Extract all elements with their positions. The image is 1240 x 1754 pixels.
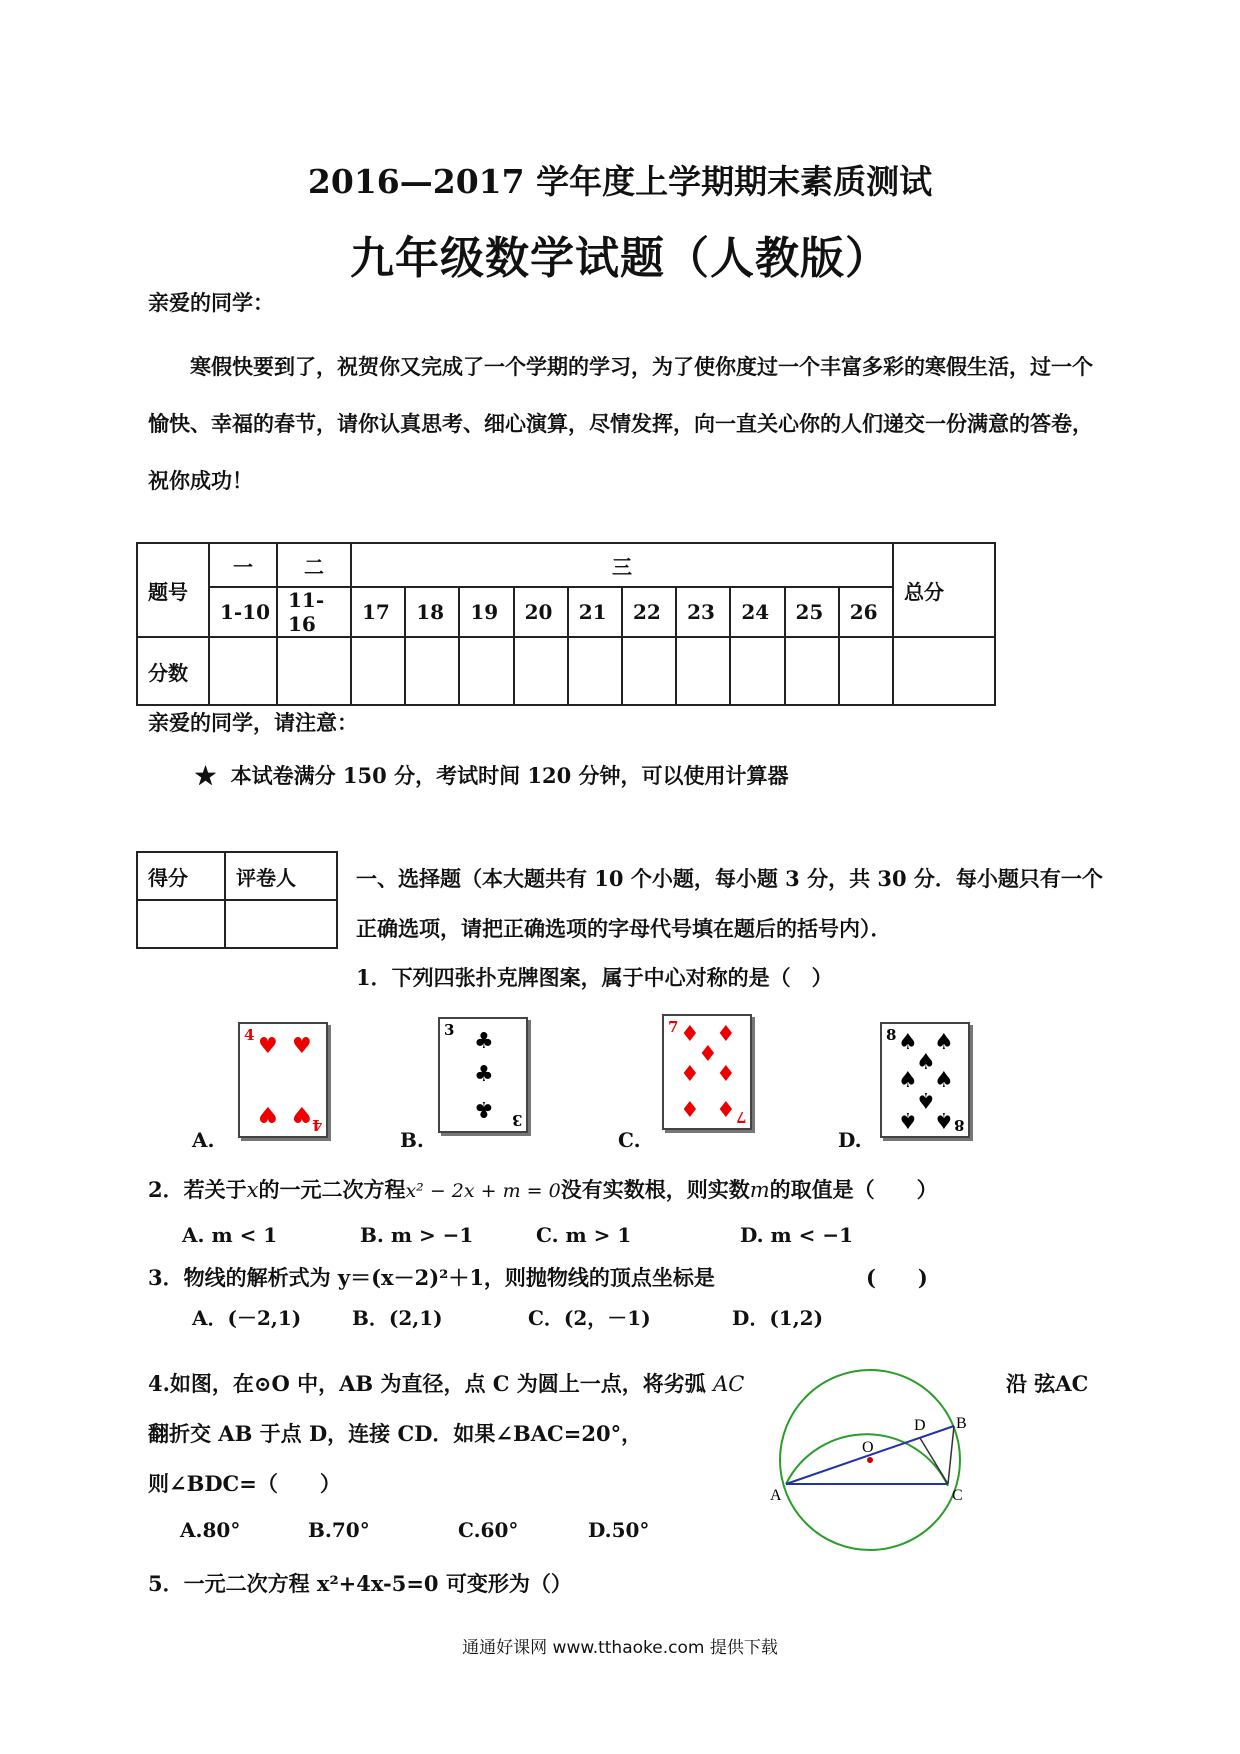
footer-credit: 通通好课网 www.tthaoke.com 提供下载 xyxy=(462,1638,778,1658)
question-23: 23 xyxy=(676,587,730,637)
playing-card-eight-spades xyxy=(880,1022,970,1138)
q4-line1-end: 沿 弦AC xyxy=(1006,1371,1089,1396)
question-21: 21 xyxy=(568,587,622,637)
notice-heading: 亲爱的同学，请注意： xyxy=(148,710,358,735)
heart-icon: ♥ xyxy=(292,1101,312,1126)
question-17: 17 xyxy=(351,587,405,637)
club-icon: ♣ xyxy=(474,1062,494,1087)
score-cell[interactable] xyxy=(785,637,839,705)
q2-option-b[interactable]: B. m > −1 xyxy=(360,1223,474,1247)
score-cell[interactable] xyxy=(209,637,277,705)
q2-option-d[interactable]: D. m < −1 xyxy=(740,1223,854,1247)
label-o: O xyxy=(862,1439,874,1456)
q1-option-a[interactable]: A. xyxy=(192,1128,215,1152)
q2-var-x: x xyxy=(246,1178,259,1202)
diamond-icon: ♦ xyxy=(716,1062,736,1087)
spade-icon: ♠ xyxy=(898,1030,918,1055)
question-24: 24 xyxy=(730,587,784,637)
grader-score-cell[interactable] xyxy=(137,900,225,948)
score-cell[interactable] xyxy=(568,637,622,705)
section1-heading-line1: 一、选择题（本大题共有 10 个小题，每小题 3 分，共 30 分．每小题只有一个 xyxy=(356,866,1103,891)
heart-icon: ♥ xyxy=(292,1034,312,1059)
segment-cd xyxy=(920,1438,948,1484)
club-icon: ♣ xyxy=(474,1029,494,1054)
card-rank: 8 xyxy=(886,1026,897,1044)
spade-icon: ♠ xyxy=(898,1068,918,1093)
score-cell[interactable] xyxy=(351,637,405,705)
q4-line1 xyxy=(148,1368,744,1398)
card-rank: 4 xyxy=(311,1116,322,1134)
score-cell[interactable] xyxy=(622,637,676,705)
question-20: 20 xyxy=(514,587,568,637)
spade-icon: ♠ xyxy=(916,1087,936,1112)
card-rank: 3 xyxy=(444,1021,455,1039)
q2-equation: x² − 2x + m = 0 xyxy=(405,1180,561,1202)
q4-option-b[interactable]: B.70° xyxy=(308,1518,370,1542)
section-three-header: 三 xyxy=(351,543,893,587)
playing-card-seven-diamonds xyxy=(662,1014,752,1130)
score-cell[interactable] xyxy=(839,637,893,705)
q4-line2: 翻折交 AB 于点 D，连接 CD．如果∠BAC=20°， xyxy=(148,1421,643,1446)
label-b: B xyxy=(956,1415,967,1432)
q2-stem xyxy=(148,1174,938,1204)
score-table xyxy=(136,542,996,706)
exam-subtitle: 2016—2017 学年度上学期期末素质测试 xyxy=(307,162,933,201)
spade-icon: ♠ xyxy=(934,1107,954,1132)
q2-stem-part: 2．若关于 xyxy=(148,1177,247,1202)
question-22: 22 xyxy=(622,587,676,637)
score-cell[interactable] xyxy=(514,637,568,705)
score-cell[interactable] xyxy=(730,637,784,705)
diamond-icon: ♦ xyxy=(716,1022,736,1047)
diamond-icon: ♦ xyxy=(680,1062,700,1087)
diamond-icon: ♦ xyxy=(680,1098,700,1123)
card-rank: 4 xyxy=(244,1026,255,1044)
q5-stem: 5．一元二次方程 x²+4x-5=0 可变形为（） xyxy=(148,1571,572,1596)
heart-icon: ♥ xyxy=(258,1034,278,1059)
q2-stem-part: 的一元二次方程 xyxy=(258,1177,406,1202)
card-rank: 3 xyxy=(511,1111,522,1129)
star-icon: ★ xyxy=(195,763,216,788)
spade-icon: ♠ xyxy=(934,1030,954,1055)
q4-option-c[interactable]: C.60° xyxy=(458,1518,519,1542)
segment-bc xyxy=(948,1426,954,1484)
q3-option-c[interactable]: C．(2，－1) xyxy=(528,1306,651,1330)
q4-line3: 则∠BDC=（ ） xyxy=(148,1471,341,1496)
q4-option-a[interactable]: A.80° xyxy=(180,1518,241,1542)
grader-label: 评卷人 xyxy=(225,852,337,900)
q2-option-a[interactable]: A. m < 1 xyxy=(182,1223,278,1247)
intro-paragraph: 寒假快要到了，祝贺你又完成了一个学期的学习，为了使你度过一个丰富多彩的寒假生活，过一个愉快、幸福的春节，请你认真思考、细心演算，尽情发挥，向一直关心你的人们递交一份满意的答卷，祝你成功！ xyxy=(148,354,1093,493)
question-18: 18 xyxy=(405,587,459,637)
playing-card-three-clubs xyxy=(438,1017,528,1133)
q2-stem-part: 没有实数根，则实数 xyxy=(560,1177,750,1202)
q1-option-c[interactable]: C. xyxy=(618,1128,641,1152)
row-label-number: 题号 xyxy=(137,543,209,637)
range-two: 11-16 xyxy=(277,587,351,637)
question-25: 25 xyxy=(785,587,839,637)
q3-paren: ( ) xyxy=(866,1265,928,1290)
q1-option-b[interactable]: B. xyxy=(400,1128,424,1152)
score-cell[interactable] xyxy=(459,637,513,705)
center-point xyxy=(867,1457,873,1463)
q2-stem-part: 的取值是（ ） xyxy=(769,1177,938,1202)
q4-line1-text: 4.如图，在⊙O 中，AB 为直径，点 C 为圆上一点，将劣弧 xyxy=(148,1371,706,1396)
q4-arc-label: AC xyxy=(713,1372,745,1396)
q2-var-m: m xyxy=(749,1178,770,1202)
card-rank: 7 xyxy=(735,1108,746,1126)
spade-icon: ♠ xyxy=(934,1068,954,1093)
spade-icon: ♠ xyxy=(916,1050,936,1075)
notice-item xyxy=(195,760,789,790)
q1-stem: 1．下列四张扑克牌图案，属于中心对称的是（ ） xyxy=(356,965,833,990)
q3-option-d[interactable]: D．(1,2) xyxy=(732,1306,824,1330)
total-header: 总分 xyxy=(893,543,995,637)
question-26: 26 xyxy=(839,587,893,637)
row-label-score: 分数 xyxy=(137,637,209,705)
q1-option-d[interactable]: D. xyxy=(838,1128,862,1152)
q2-option-c[interactable]: C. m > 1 xyxy=(536,1223,632,1247)
heart-icon: ♥ xyxy=(258,1101,278,1126)
card-rank: 7 xyxy=(668,1018,679,1036)
q4-circle-figure xyxy=(770,1360,970,1560)
range-one: 1-10 xyxy=(209,587,277,637)
total-score-cell[interactable] xyxy=(893,637,995,705)
q3-option-a[interactable]: A．(－2,1) xyxy=(192,1306,302,1330)
grader-table xyxy=(136,851,338,949)
q3-option-b[interactable]: B．(2,1) xyxy=(352,1306,443,1330)
score-cell[interactable] xyxy=(405,637,459,705)
club-icon: ♣ xyxy=(474,1096,494,1121)
score-cell[interactable] xyxy=(277,637,351,705)
diamond-icon: ♦ xyxy=(698,1042,718,1067)
section-two-header: 二 xyxy=(277,543,351,587)
q3-stem: 3．物线的解析式为 y＝(x－2)²＋1，则抛物线的顶点坐标是 xyxy=(148,1265,715,1290)
greeting: 亲爱的同学： xyxy=(148,290,274,315)
q4-option-d[interactable]: D.50° xyxy=(588,1518,650,1542)
question-19: 19 xyxy=(459,587,513,637)
exam-title: 九年级数学试题（人教版） xyxy=(350,233,890,284)
diamond-icon: ♦ xyxy=(680,1022,700,1047)
label-a: A xyxy=(770,1487,782,1504)
playing-card-four-hearts xyxy=(238,1022,328,1138)
diamond-icon: ♦ xyxy=(716,1098,736,1123)
card-rank: 8 xyxy=(953,1116,964,1134)
section1-heading-line2: 正确选项，请把正确选项的字母代号填在题后的括号内）． xyxy=(356,916,892,941)
label-c: C xyxy=(952,1487,963,1504)
label-d: D xyxy=(914,1417,926,1434)
section-one-header: 一 xyxy=(209,543,277,587)
score-cell[interactable] xyxy=(676,637,730,705)
grader-name-cell[interactable] xyxy=(225,900,337,948)
notice-text: 本试卷满分 150 分，考试时间 120 分钟，可以使用计算器 xyxy=(230,763,789,788)
grader-score-label: 得分 xyxy=(137,852,225,900)
spade-icon: ♠ xyxy=(898,1107,918,1132)
